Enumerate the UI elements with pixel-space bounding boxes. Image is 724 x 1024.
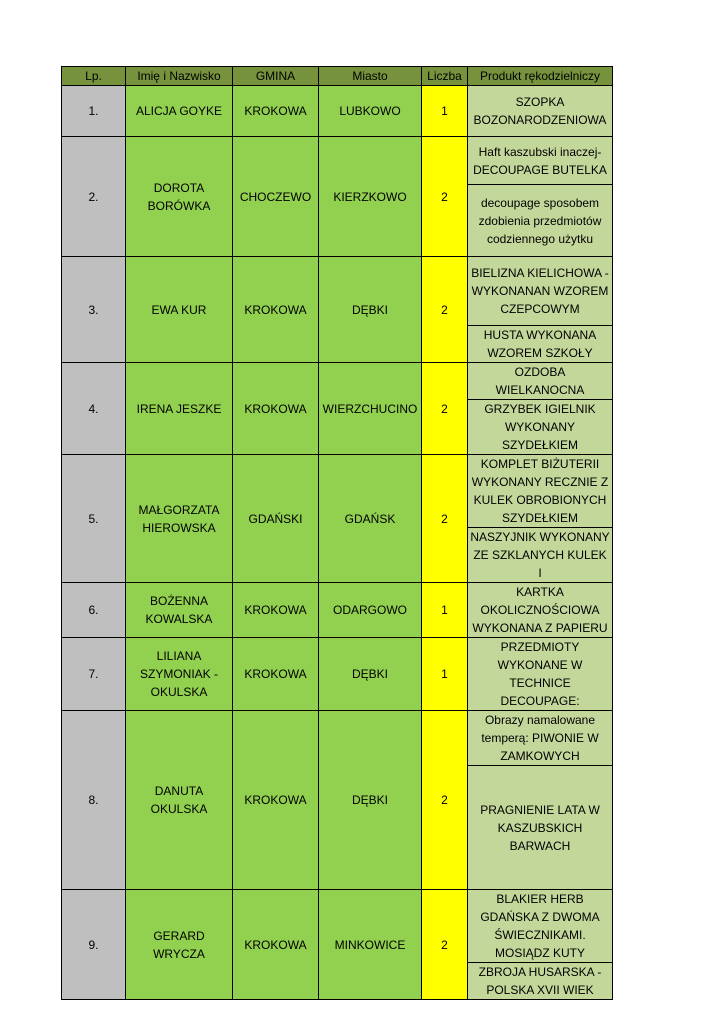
cell-lp: 2. [62, 137, 126, 257]
cell-product: Obrazy namalowane temperą: PIWONIE W ZAMKOWYCH [468, 711, 613, 766]
cell-lp: 8. [62, 711, 126, 890]
cell-name: DOROTA BORÓWKA [126, 137, 233, 257]
cell-product: NASZYJNIK WYKONANY ZE SZKLANYCH KULEK I [468, 528, 613, 583]
cell-liczba: 1 [422, 583, 468, 638]
table-row [62, 455, 613, 528]
cell-miasto: KIERZKOWO [319, 137, 422, 257]
cell-gmina: KROKOWA [233, 711, 319, 890]
cell-gmina: KROKOWA [233, 583, 319, 638]
cell-liczba: 2 [422, 711, 468, 890]
cell-product: OZDOBA WIELKANOCNA [468, 363, 613, 400]
cell-liczba: 1 [422, 86, 468, 137]
header-miasto: Miasto [319, 67, 422, 86]
cell-product: KARTKA OKOLICZNOŚCIOWA WYKONANA Z PAPIERU [468, 583, 613, 638]
cell-product: PRZEDMIOTY WYKONANE W TECHNICE DECOUPAGE: [468, 638, 613, 711]
header-name: Imię i Nazwisko [126, 67, 233, 86]
cell-name: ALICJA GOYKE [126, 86, 233, 137]
cell-miasto: MINKOWICE [319, 890, 422, 1000]
header-gmina: GMINA [233, 67, 319, 86]
artisans-table [61, 66, 613, 1000]
cell-miasto: WIERZCHUCINO [319, 363, 422, 455]
cell-product: ZBROJA HUSARSKA - POLSKA XVII WIEK [468, 963, 613, 1000]
cell-product: SZOPKA BOZONARODZENIOWA [468, 86, 613, 137]
cell-liczba: 2 [422, 137, 468, 257]
header-liczba: Liczba [422, 67, 468, 86]
cell-miasto: GDAŃSK [319, 455, 422, 583]
cell-name: DANUTA OKULSKA [126, 711, 233, 890]
cell-name: GERARD WRYCZA [126, 890, 233, 1000]
table-row [62, 890, 613, 963]
cell-gmina: KROKOWA [233, 638, 319, 711]
table-row [62, 711, 613, 766]
cell-name: EWA KUR [126, 257, 233, 363]
cell-name: MAŁGORZATA HIEROWSKA [126, 455, 233, 583]
cell-name: BOŻENNA KOWALSKA [126, 583, 233, 638]
cell-lp: 6. [62, 583, 126, 638]
cell-liczba: 2 [422, 363, 468, 455]
cell-gmina: KROKOWA [233, 86, 319, 137]
table-row [62, 583, 613, 638]
cell-lp: 7. [62, 638, 126, 711]
cell-product: decoupage sposobem zdobienia przedmiotów codziennego użytku [468, 185, 613, 257]
cell-lp: 5. [62, 455, 126, 583]
table-row [62, 363, 613, 400]
cell-miasto: DĘBKI [319, 257, 422, 363]
table-row [62, 137, 613, 185]
cell-lp: 9. [62, 890, 126, 1000]
header-produkt: Produkt rękodzielniczy [468, 67, 613, 86]
cell-miasto: ODARGOWO [319, 583, 422, 638]
cell-product: Haft kaszubski inaczej- DECOUPAGE BUTELKA [468, 137, 613, 185]
table-row [62, 86, 613, 137]
cell-gmina: KROKOWA [233, 890, 319, 1000]
cell-product: HUSTA WYKONANA WZOREM SZKOŁY [468, 326, 613, 363]
cell-name: LILIANA SZYMONIAK - OKULSKA [126, 638, 233, 711]
cell-gmina: GDAŃSKI [233, 455, 319, 583]
cell-miasto: DĘBKI [319, 638, 422, 711]
cell-miasto: DĘBKI [319, 711, 422, 890]
cell-gmina: KROKOWA [233, 257, 319, 363]
table-row [62, 638, 613, 711]
cell-name: IRENA JESZKE [126, 363, 233, 455]
cell-liczba: 2 [422, 455, 468, 583]
header-lp: Lp. [62, 67, 126, 86]
cell-lp: 1. [62, 86, 126, 137]
table-row [62, 257, 613, 326]
cell-product: PRAGNIENIE LATA W KASZUBSKICH BARWACH [468, 766, 613, 890]
cell-miasto: LUBKOWO [319, 86, 422, 137]
cell-liczba: 1 [422, 638, 468, 711]
cell-liczba: 2 [422, 890, 468, 1000]
cell-product: KOMPLET BIŻUTERII WYKONANY RECZNIE Z KULEK OBROBIONYCH SZYDEŁKIEM [468, 455, 613, 528]
cell-gmina: KROKOWA [233, 363, 319, 455]
cell-product: GRZYBEK IGIELNIK WYKONANY SZYDEŁKIEM [468, 400, 613, 455]
cell-product: BLAKIER HERB GDAŃSKA Z DWOMA ŚWIECZNIKAMI. MOSIĄDZ KUTY [468, 890, 613, 963]
cell-gmina: CHOCZEWO [233, 137, 319, 257]
cell-lp: 4. [62, 363, 126, 455]
header-row [62, 67, 613, 86]
cell-liczba: 2 [422, 257, 468, 363]
cell-lp: 3. [62, 257, 126, 363]
cell-product: BIELIZNA KIELICHOWA - WYKONANAN WZOREM CZEPCOWYM [468, 257, 613, 326]
